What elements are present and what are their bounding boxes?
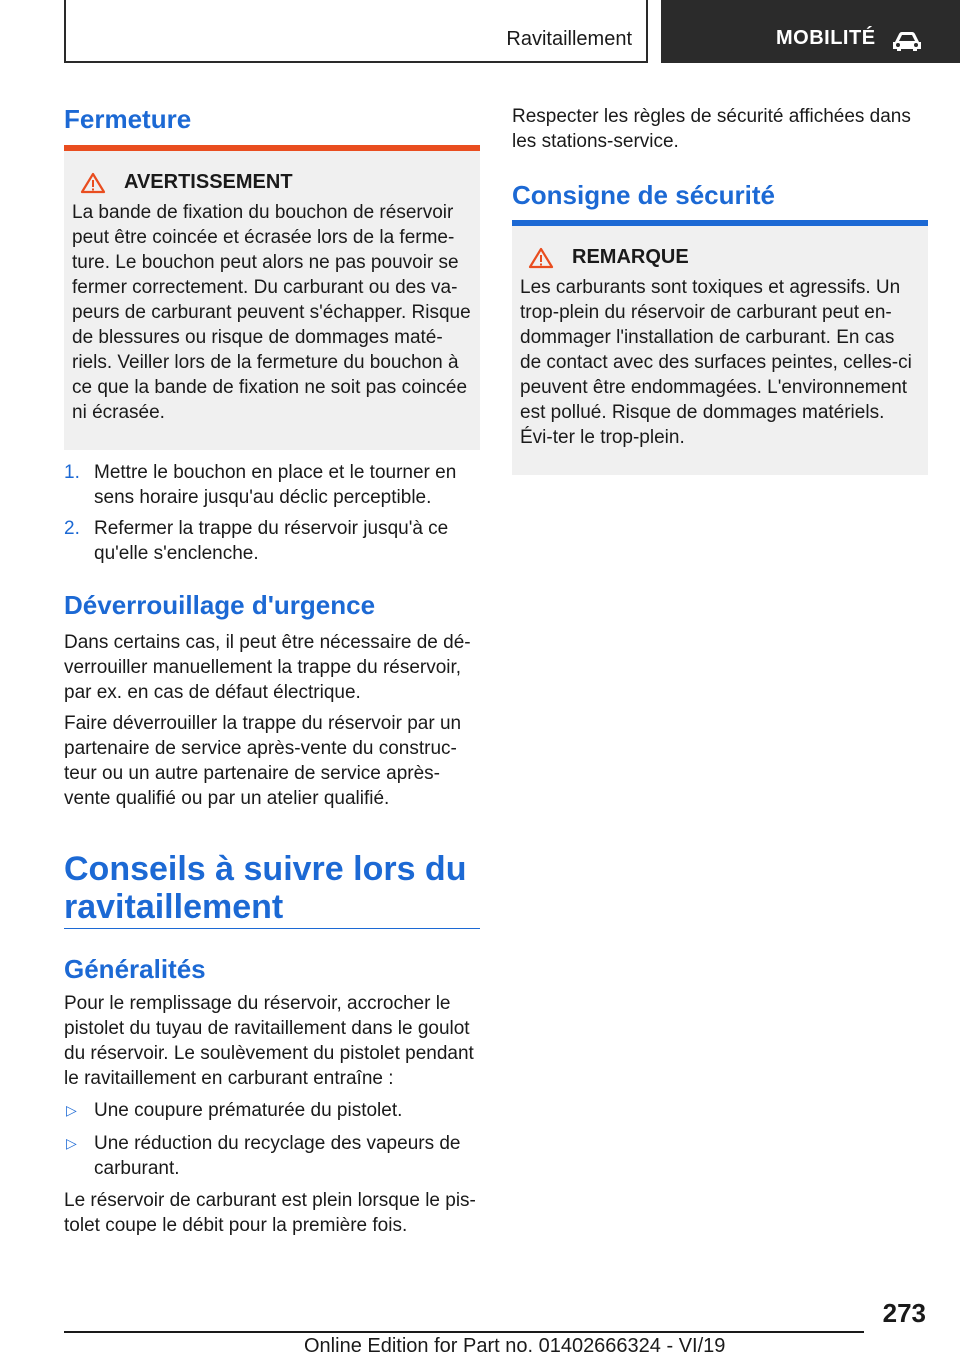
warning-text: La bande de fixation du bouchon de réservoir peut être coincée et écrasée lors de la ferme-ture. Le bouchon peut alors ne pas pouvoir se fermer correctement. Du carburant ou des va-peurs de carburant peuvent s'échapper. Risque de blessures ou risque de dommages maté-riels. Veiller lors de la fermeture du bouchon à ce que la bande de fixation ne soit pas coincée ni écrasée. [72,202,471,423]
warning-label: AVERTISSEMENT [124,171,293,193]
heading-generalites: Généralités [64,954,206,984]
note-header [520,246,920,269]
heading-consigne: Consigne de sécurité [512,180,775,210]
footer-edition: Online Edition for Part no. 01402666324 - VI/19 [304,1335,726,1357]
paragraph: Respecter les règles de sécurité affichées dans les stations-service. [512,106,911,152]
warning-triangle-icon [80,172,106,194]
car-icon [891,30,923,52]
warning-triangle-icon [528,247,554,269]
chapter-title: Ravitaillement [506,28,632,50]
bullet-text: Une réduction du recyclage des vapeurs de carburant. [94,1133,461,1179]
heading-conseils-line1: Conseils à suivre lors du [64,850,467,888]
section-title: MOBILITÉ [776,27,876,49]
heading-fermeture: Fermeture [64,104,192,134]
step-number: 1. [64,462,80,483]
page-number: 273 [882,1298,926,1328]
paragraph: Pour le remplissage du réservoir, accrocher le pistolet du tuyau de ravitaillement dans le goulot du réservoir. Le soulèvement du pistolet pendant le ravitaillement en carburant entraîne : [64,993,474,1089]
warning-box [64,151,480,450]
paragraph: Faire déverrouiller la trappe du réservoir par un partenaire de service après-vente du construc-teur ou un autre partenaire de service après-vente qualifié ou par un atelier qualifié. [64,713,462,809]
paragraph: Le réservoir de carburant est plein lorsque le pis-tolet coupe le débit pour la première fois. [64,1190,476,1236]
note-text: Les carburants sont toxiques et agressifs. Un trop-plein du réservoir de carburant peut en-dommager l'installation de carburant. En cas de contact avec des surfaces peintes, celles-ci peuvent être endommagées. L'environnement est pollué. Risque de dommages matériels. Évi-ter le trop-plein. [520,277,912,448]
step-text: Mettre le bouchon en place et le tourner en sens horaire jusqu'au déclic perceptible. [94,462,457,508]
bullet-triangle-icon: ▷ [66,1135,77,1151]
list-item [64,516,494,566]
list-item [64,1098,494,1123]
bullet-triangle-icon: ▷ [66,1102,77,1118]
bullet-text: Une coupure prématurée du pistolet. [94,1100,403,1121]
heading-conseils [64,850,480,926]
header-section-box [661,0,960,63]
note-label: REMARQUE [572,246,689,268]
list-item [64,460,494,510]
step-number: 2. [64,518,80,539]
paragraph: Dans certains cas, il peut être nécessaire de dé-verrouiller manuellement la trappe du réservoir, par ex. en cas de défaut électrique. [64,632,471,703]
section-rule [64,928,480,929]
header-chapter-box [64,0,648,63]
list-item [64,1131,494,1181]
step-text: Refermer la trappe du réservoir jusqu'à ce qu'elle s'enclenche. [94,518,449,564]
heading-deverrouillage: Déverrouillage d'urgence [64,590,376,620]
footer-rule [64,1331,864,1333]
warning-header [72,171,472,194]
heading-conseils-line2: ravitaillement [64,888,284,926]
note-box [512,226,928,475]
